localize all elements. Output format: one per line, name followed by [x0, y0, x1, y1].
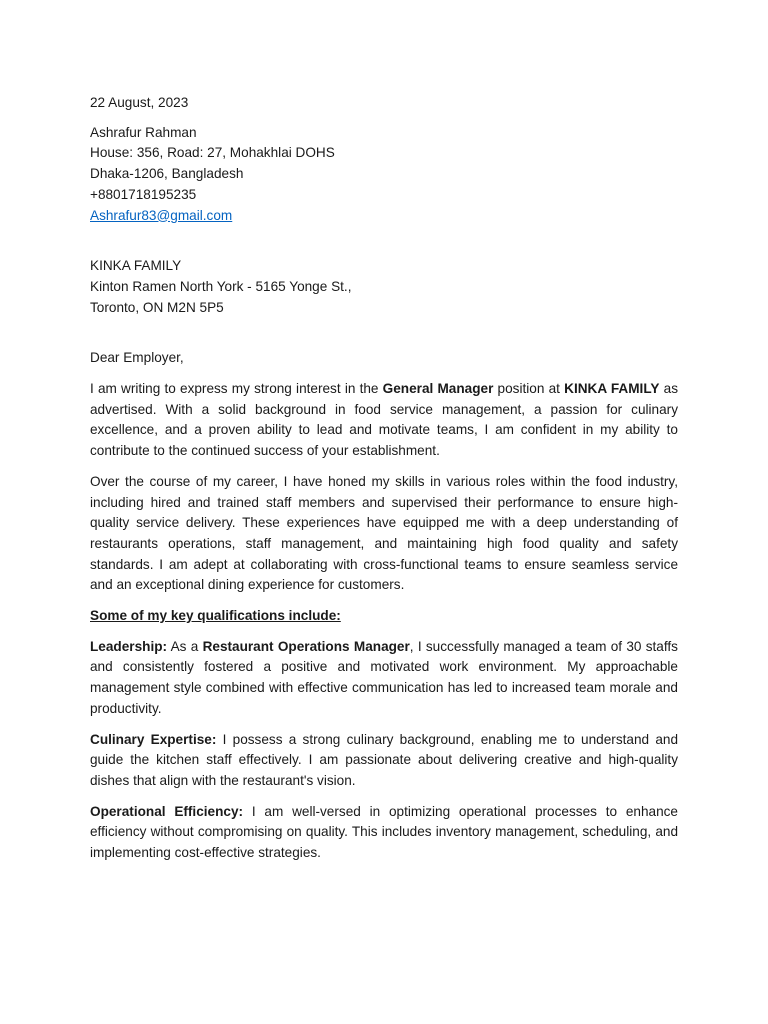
recipient-address-line2: Toronto, ON M2N 5P5 [90, 299, 224, 315]
sender-address-line2: Dhaka-1206, Bangladesh [90, 166, 244, 182]
qualification-text: , I successfully managed a team of 30 staffs and consistently fostered a positive and motivated work environment. My approachable management style combined with effective communication has led to increased team morale and productivity. [90, 638, 678, 716]
sender-block [90, 123, 678, 227]
sender-name: Ashrafur Rahman [90, 124, 197, 140]
qualification-operational-efficiency [90, 802, 678, 864]
intro-paragraph [90, 379, 678, 462]
recipient-address-line1: Kinton Ramen North York - 5165 Yonge St., [90, 278, 352, 294]
career-paragraph: Over the course of my career, I have honed my skills in various roles within the food industry, including hired and trained staff members and supervised their performance to ensure high-quality service delivery. These experiences have equipped me with a deep understanding of restaurants operations, staff management, and maintaining high food quality and safety standards. I am adept at collaborating with cross-functional teams to ensure seamless service and an exceptional dining experience for customers. [90, 473, 678, 593]
qualification-leadership [90, 637, 678, 720]
qualification-title: Culinary Expertise: [90, 731, 217, 747]
letter-date: 22 August, 2023 [90, 95, 189, 110]
sender-phone: +8801718195235 [90, 186, 197, 202]
qualification-text: I possess a strong culinary background, enabling me to understand and guide the kitchen staff effectively. I am passionate about delivering creative and high-quality dishes that align with the restaurant's vision. [90, 731, 679, 788]
intro-text-2: position at [493, 381, 565, 397]
qualification-title: Operational Efficiency: [90, 803, 244, 819]
intro-company-name: KINKA FAMILY [564, 381, 660, 397]
qualification-role: Restaurant Operations Manager [202, 638, 410, 654]
recipient-block [90, 256, 678, 318]
intro-text-3: as advertised. With a solid background in food service management, a passion for culinary excellence, and a proven ability to lead and motivate teams, I am confident in my ability to contribute to the continued success of your establishment. [90, 381, 678, 459]
salutation: Dear Employer, [90, 350, 184, 366]
letter-body [90, 93, 678, 864]
qualification-title: Leadership: [90, 638, 168, 654]
qualifications-heading: Some of my key qualifications include: [90, 608, 341, 624]
qualification-text: As a [167, 638, 203, 654]
recipient-company: KINKA FAMILY [90, 258, 182, 274]
sender-email-link[interactable]: Ashrafur83@gmail.com [90, 207, 233, 223]
sender-address-line1: House: 356, Road: 27, Mohakhlai DOHS [90, 145, 335, 161]
qualification-culinary-expertise [90, 730, 678, 792]
qualification-text: I am well-versed in optimizing operational processes to enhance efficiency without compromising on quality. This includes inventory management, scheduling, and implementing cost-effective strategies. [90, 803, 678, 861]
intro-text-1: I am writing to express my strong interest in the [90, 381, 383, 397]
position-title: General Manager [382, 381, 494, 397]
